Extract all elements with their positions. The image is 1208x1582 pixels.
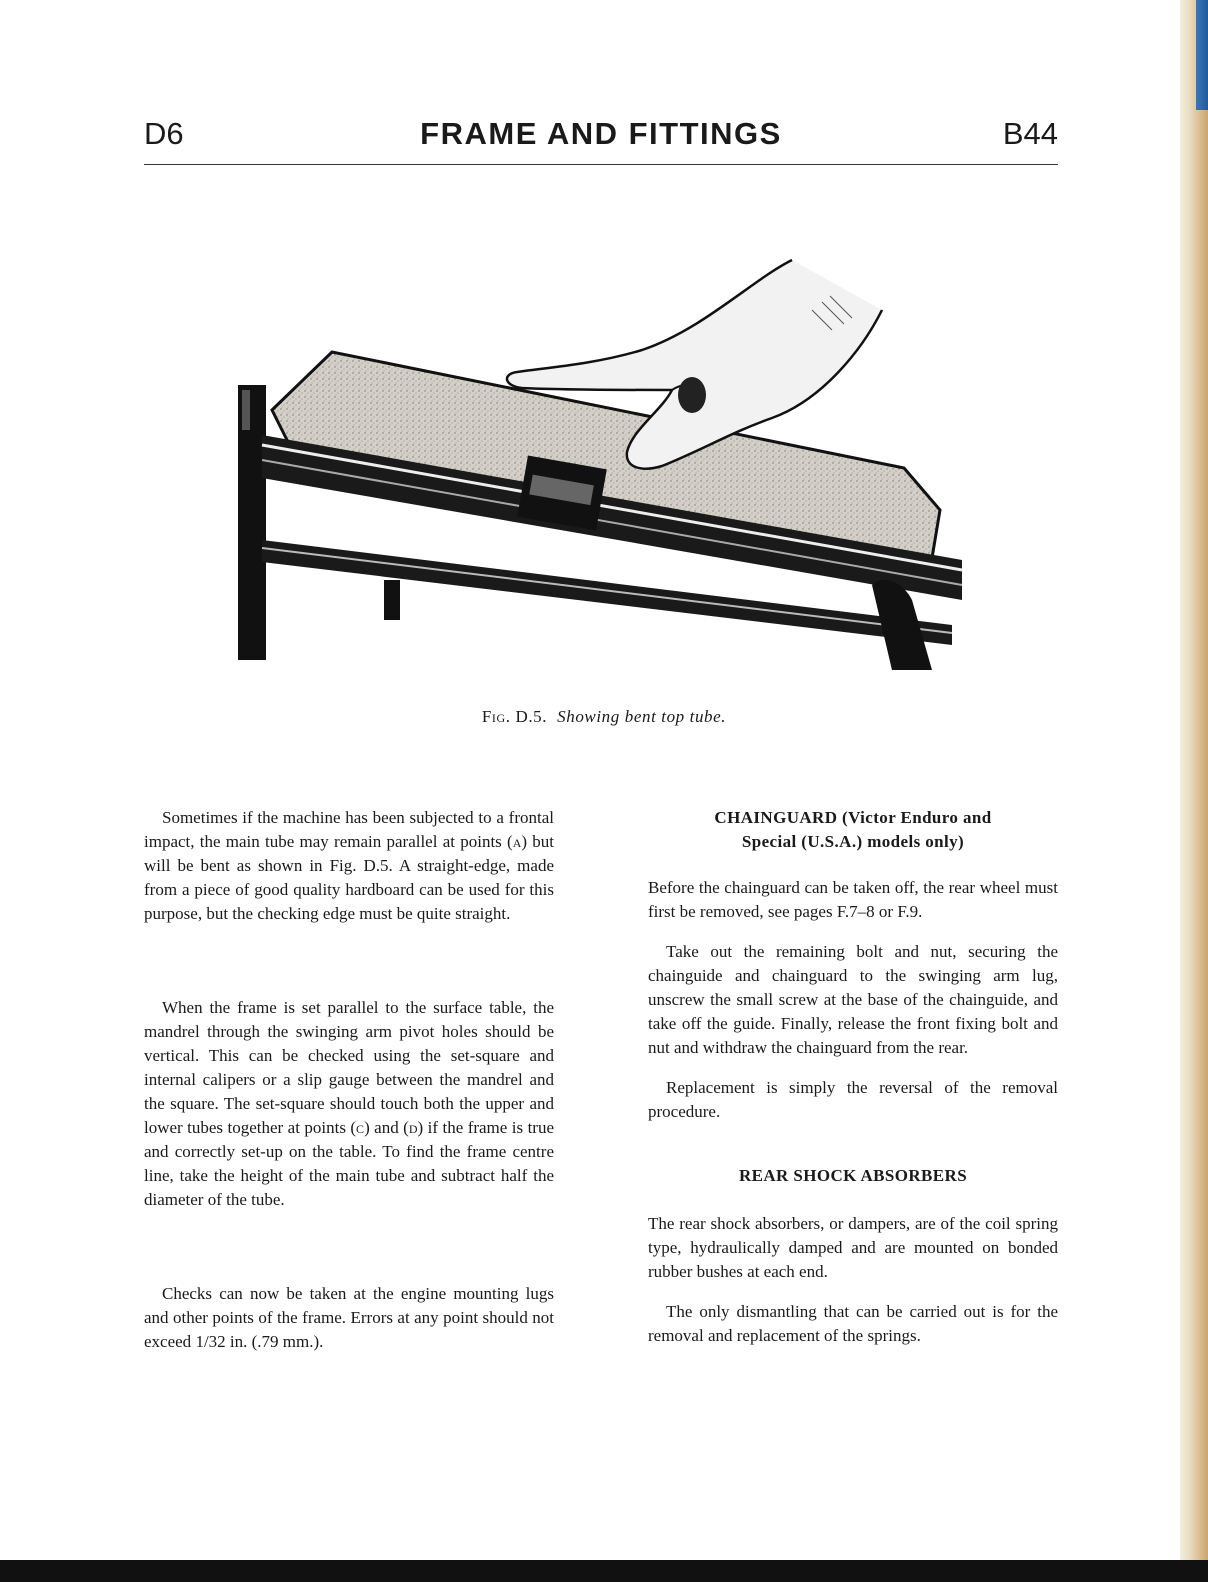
page-title: FRAME AND FITTINGS xyxy=(420,116,782,151)
point-c-label: c xyxy=(356,1118,365,1137)
fraction-tolerance: 1/32 xyxy=(195,1332,226,1351)
right-column xyxy=(648,806,1058,1348)
heading-chainguard: CHAINGUARD (Victor Enduro and Special (U.S.A.) models only) xyxy=(714,808,992,851)
left-column xyxy=(144,806,554,1354)
page-edge-binding xyxy=(1180,0,1208,1582)
paragraph-tolerance: Checks can now be taken at the engine mounting lugs and other points of the frame. Errors at any point should not exceed 1/32 in. (.79 mm.). xyxy=(144,1284,554,1351)
page-header xyxy=(144,114,1058,154)
paragraph-frontal-impact: Sometimes if the machine has been subjected to a frontal impact, the main tube may remain parallel at points (a) but will be bent as shown in Fig. D.5. A straight-edge, made from a piece of good quality hardboard can be used for this purpose, but the checking edge must be quite straight. xyxy=(144,808,554,923)
section-number: D6 xyxy=(144,116,184,151)
paragraph-replacement: Replacement is simply the reversal of the removal procedure. xyxy=(648,1078,1058,1121)
bolt-shape xyxy=(384,580,400,620)
heading-rear-shock-absorbers: REAR SHOCK ABSORBERS xyxy=(738,1166,968,1185)
scan-bottom-bar xyxy=(0,1560,1208,1582)
paragraph-shock-type: The rear shock absorbers, or dampers, are of the coil spring type, hydraulically damped and are mounted on bonded rubber bushes at each end. xyxy=(648,1214,1058,1281)
figure-bent-top-tube-illustration xyxy=(232,240,972,680)
paragraph-chainguide-steps: Take out the remaining bolt and nut, securing the chainguide and chainguard to the swinging arm lug, unscrew the small screw at the base of the chainguide, and take off the guide. Finally, release the front fixing bolt and nut and withdraw the chainguard from the rear. xyxy=(648,942,1058,1057)
point-d-label: d xyxy=(408,1118,418,1137)
header-rule xyxy=(144,164,1058,165)
paragraph-chainguard-removal: Before the chainguard can be taken off, the rear wheel must first be removed, see pages F.7–8 or F.9. xyxy=(648,878,1058,921)
point-a-label: a xyxy=(512,832,522,851)
model-code: B44 xyxy=(1002,116,1058,151)
paragraph-dismantling: The only dismantling that can be carried out is for the removal and replacement of the springs. xyxy=(648,1302,1058,1345)
book-cover-edge xyxy=(1196,0,1208,110)
figure-label: Fig. D.5. xyxy=(481,707,548,726)
paragraph-mandrel-check: When the frame is set parallel to the surface table, the mandrel through the swinging arm pivot holes should be vertical. This can be checked using the set-square and internal calipers or a slip gauge between the mandrel and the square. The set-square should touch both the upper and lower tubes together at points (c) and (d) if the frame is true and correctly set-up on the table. To find the frame centre line, take the height of the main tube and subtract half the diameter of the tube. xyxy=(144,998,554,1209)
figure-caption-text: Showing bent top tube. xyxy=(557,707,727,726)
figure-caption xyxy=(0,707,1208,727)
